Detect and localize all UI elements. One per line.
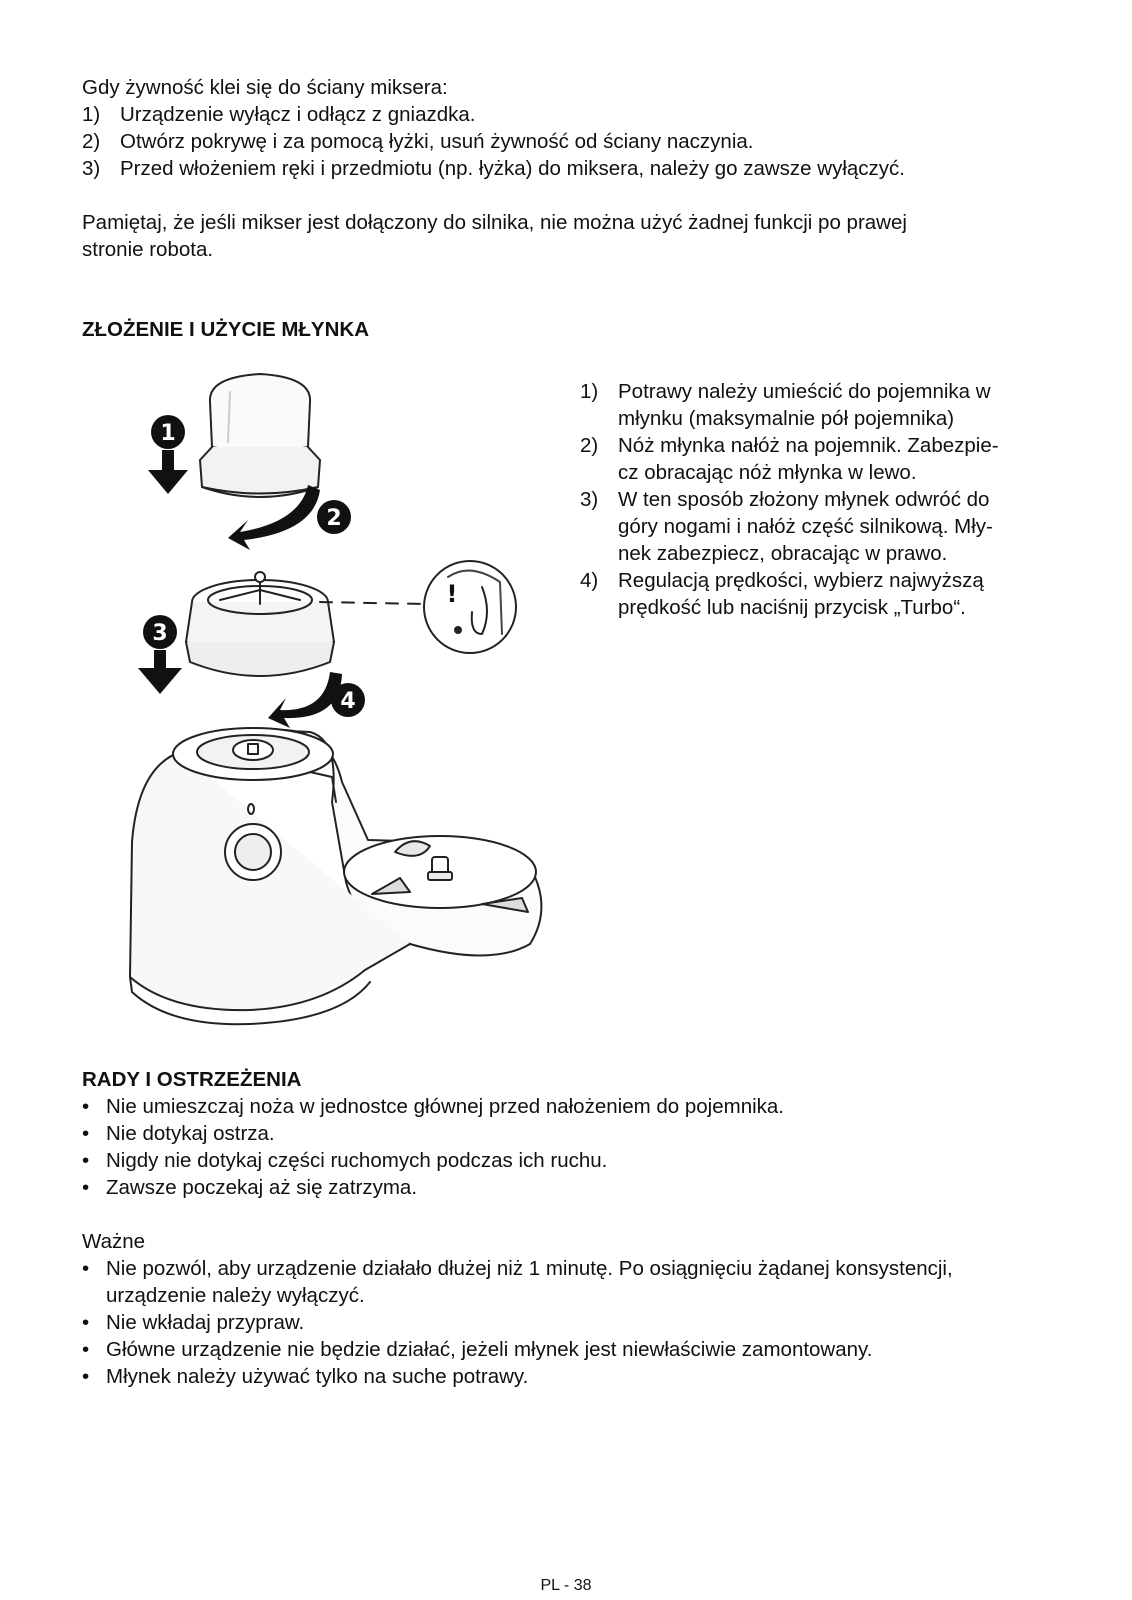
note-line: stronie robota.	[82, 238, 214, 261]
bullet: •	[82, 1149, 90, 1172]
step-3-marker	[138, 615, 182, 694]
grinder-steps	[580, 378, 1050, 621]
list-item	[82, 101, 1062, 128]
step-number: 4)	[580, 569, 599, 592]
tips-section	[82, 1066, 1062, 1201]
grinder-heading: ZŁOŻENIE I UŻYCIE MŁYNKA	[82, 318, 369, 341]
list-item	[82, 1147, 1062, 1174]
step-number: 1)	[82, 103, 101, 126]
step-4-label: 4	[340, 689, 356, 714]
step-line: W ten sposób złożony młynek odwróć do	[618, 488, 990, 511]
step-line: Nóż młynka nałóż na pojemnik. Zabezpie-	[618, 434, 999, 457]
step-number: 3)	[82, 157, 101, 180]
bullet: •	[82, 1338, 90, 1361]
list-item	[82, 1336, 1062, 1363]
important-text: Nie pozwól, aby urządzenie działało dłużej niż 1 minutę. Po osiągnięciu żądanej konsystencji,	[106, 1257, 953, 1280]
step-line: góry nogami i nałóż część silnikową. Mły-	[618, 515, 993, 538]
step-4-marker	[268, 672, 365, 728]
motor-note	[82, 209, 1062, 263]
step-number: 2)	[580, 434, 599, 457]
bullet: •	[82, 1095, 90, 1118]
tips-heading: RADY I OSTRZEŻENIA	[82, 1068, 302, 1091]
list-item	[82, 1174, 1062, 1201]
list-item	[82, 1309, 1062, 1336]
intro-section	[82, 74, 1062, 182]
grinder-assembly-illustration	[110, 372, 565, 1037]
down-arrow-icon	[148, 450, 188, 494]
step-line: nek zabezpiecz, obracając w prawo.	[618, 542, 948, 565]
step-text: Przed włożeniem ręki i przedmiotu (np. łyżka) do miksera, należy go zawsze wyłączyć.	[120, 157, 905, 180]
note-line: Pamiętaj, że jeśli mikser jest dołączony do silnika, nie można użyć żadnej funkcji po prawej	[82, 211, 907, 234]
warning-icon: !	[446, 580, 458, 608]
tip-text: Nie dotykaj ostrza.	[106, 1122, 275, 1145]
step-1-label: 1	[160, 421, 176, 446]
important-text: urządzenie należy wyłączyć.	[106, 1284, 365, 1307]
list-item	[580, 378, 1050, 432]
list-item	[580, 432, 1050, 486]
step-line: młynku (maksymalnie pół pojemnika)	[618, 407, 955, 430]
step-1-marker	[148, 415, 188, 494]
list-item	[82, 1093, 1062, 1120]
important-text: Młynek należy używać tylko na suche potrawy.	[106, 1365, 529, 1388]
bullet: •	[82, 1311, 90, 1334]
list-item	[82, 1255, 1062, 1309]
step-number: 3)	[580, 488, 599, 511]
step-line: Regulacją prędkości, wybierz najwyższą	[618, 569, 984, 592]
important-heading: Ważne	[82, 1230, 146, 1253]
down-arrow-icon	[138, 650, 182, 694]
grinder-cup	[200, 374, 320, 497]
bullet: •	[82, 1257, 90, 1280]
bullet: •	[82, 1122, 90, 1145]
tips-list	[82, 1093, 1062, 1201]
bullet: •	[82, 1176, 90, 1199]
important-text: Nie wkładaj przypraw.	[106, 1311, 305, 1334]
intro-steps	[82, 101, 1062, 182]
step-line: cz obracając nóż młynka w lewo.	[618, 461, 917, 484]
step-text: Urządzenie wyłącz i odłącz z gniazdka.	[120, 103, 476, 126]
list-item	[82, 1363, 1062, 1390]
list-item	[82, 1120, 1062, 1147]
motor-base	[130, 728, 541, 1024]
step-line: prędkość lub naciśnij przycisk „Turbo“.	[618, 596, 966, 619]
step-line: Potrawy należy umieścić do pojemnika w	[618, 380, 991, 403]
important-text: Główne urządzenie nie będzie działać, jeżeli młynek jest niewłaściwie zamontowany.	[106, 1338, 873, 1361]
page-number: PL - 38	[540, 1577, 592, 1594]
important-list	[82, 1255, 1062, 1390]
list-item	[82, 155, 1062, 182]
warning-detail	[424, 561, 516, 653]
important-section	[82, 1228, 1062, 1390]
step-text: Otwórz pokrywę i za pomocą łyżki, usuń żywność od ściany naczynia.	[120, 130, 754, 153]
rotate-right-arrow-icon	[268, 672, 342, 728]
list-item	[580, 567, 1050, 621]
intro-lead: Gdy żywność klei się do ściany miksera:	[82, 76, 448, 99]
tip-text: Nie umieszczaj noża w jednostce głównej przed nałożeniem do pojemnika.	[106, 1095, 785, 1118]
bullet: •	[82, 1365, 90, 1388]
step-2-label: 2	[326, 506, 342, 531]
tip-text: Zawsze poczekaj aż się zatrzyma.	[106, 1176, 418, 1199]
step-3-label: 3	[152, 621, 168, 646]
blade-unit	[186, 572, 425, 676]
step-number: 2)	[82, 130, 101, 153]
list-item	[580, 486, 1050, 567]
list-item	[82, 128, 1062, 155]
step-number: 1)	[580, 380, 599, 403]
tip-text: Nigdy nie dotykaj części ruchomych podczas ich ruchu.	[106, 1149, 608, 1172]
